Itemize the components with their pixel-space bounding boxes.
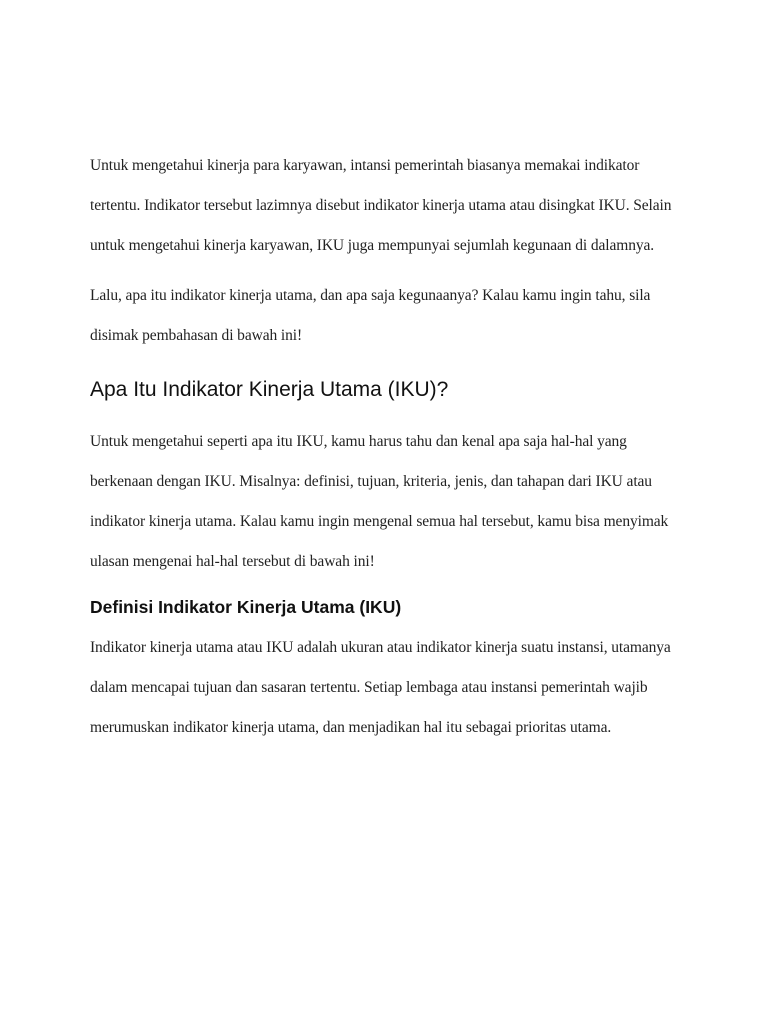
section-heading-apa-itu-iku: Apa Itu Indikator Kinerja Utama (IKU)? xyxy=(90,378,449,401)
intro-paragraph-2: Lalu, apa itu indikator kinerja utama, dan apa saja kegunaanya? Kalau kamu ingin tahu, sila disimak pembahasan di bawah ini! xyxy=(90,287,651,344)
article-body xyxy=(90,146,680,748)
intro-paragraph-1: Untuk mengetahui kinerja para karyawan, intansi pemerintah biasanya memakai indikator tertentu. Indikator tersebut lazimnya disebut indikator kinerja utama atau disingkat IKU. Selain untuk mengetahui kinerja karyawan, IKU juga mempunyai sejumlah kegunaan di dalamnya. xyxy=(90,157,672,254)
section-1-paragraph: Untuk mengetahui seperti apa itu IKU, kamu harus tahu dan kenal apa saja hal-hal yang berkenaan dengan IKU. Misalnya: definisi, tujuan, kriteria, jenis, dan tahapan dari IKU atau indikator kinerja utama. Kalau kamu ingin mengenal semua hal tersebut, kamu bisa menyimak ulasan mengenai hal-hal tersebut di bawah ini! xyxy=(90,433,669,570)
section-2-paragraph: Indikator kinerja utama atau IKU adalah ukuran atau indikator kinerja suatu instansi, utamanya dalam mencapai tujuan dan sasaran tertentu. Setiap lembaga atau instansi pemerintah wajib merumuskan indikator kinerja utama, dan menjadikan hal itu sebagai prioritas utama. xyxy=(90,639,671,736)
section-heading-definisi-iku: Definisi Indikator Kinerja Utama (IKU) xyxy=(90,597,402,617)
